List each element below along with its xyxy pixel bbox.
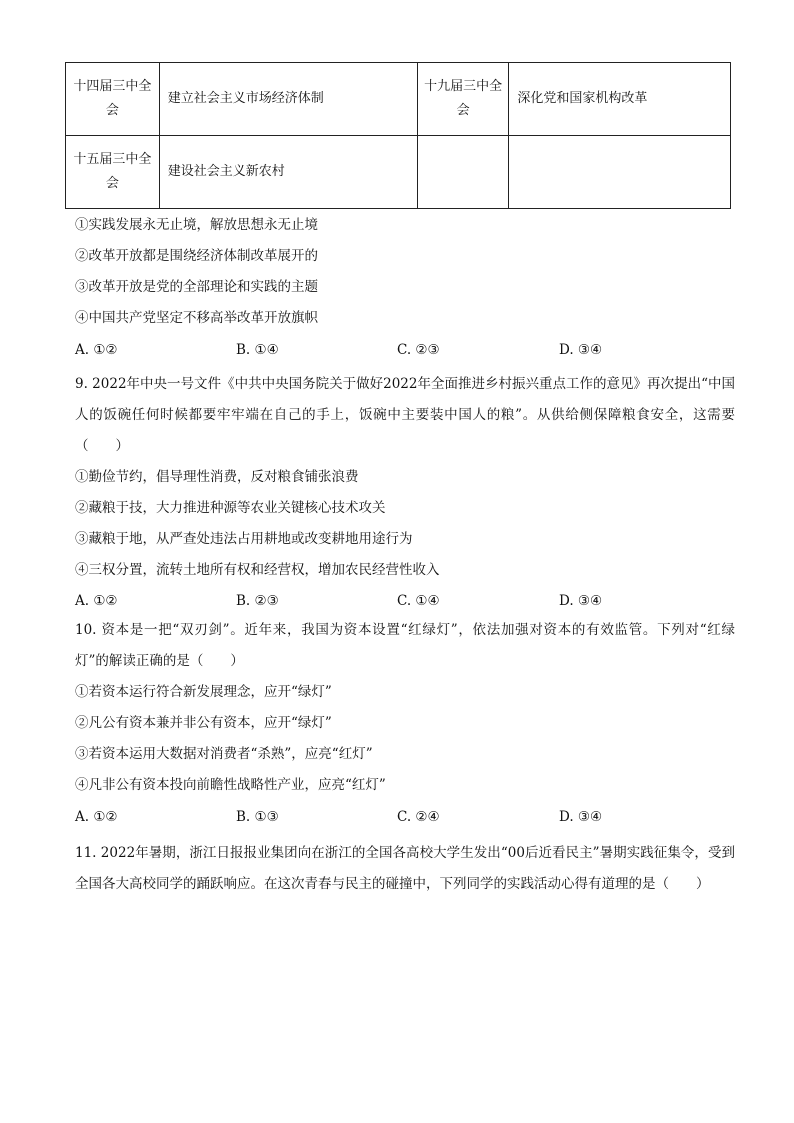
option-d[interactable]: D. ③④ (559, 593, 603, 609)
statement: ②改革开放都是围绕经济体制改革展开的 (75, 248, 318, 264)
question-stem: 11. 2022年暑期，浙江日报报业集团向在浙江的全国各高校大学生发出“00后近看民主”暑期实践征集令，受到全国各大高校同学的踊跃响应。在这次青春与民主的碰撞中，下列同学的实践活动心得有道理的是（ ） (75, 845, 735, 892)
option-a[interactable]: A. ①② (75, 342, 118, 358)
table-row (66, 136, 731, 209)
statement: ②凡公有资本兼并非公有资本，应开“绿灯” (75, 715, 332, 731)
option-d[interactable]: D. ③④ (559, 809, 603, 825)
statement: ①勤俭节约，倡导理性消费，反对粮食铺张浪费 (75, 469, 359, 485)
table-cell-content (509, 136, 731, 209)
statement: ①若资本运行符合新发展理念，应开“绿灯” (75, 684, 332, 700)
option-c[interactable]: C. ①④ (397, 593, 440, 609)
option-c[interactable]: C. ②④ (397, 809, 440, 825)
answer-options (75, 807, 735, 827)
statement: ③若资本运用大数据对消费者“杀熟”，应亮“红灯” (75, 746, 373, 762)
table-cell-session: 十五届三中全会 (66, 136, 160, 209)
option-c[interactable]: C. ②③ (397, 342, 440, 358)
table-cell-content: 建设社会主义新农村 (159, 136, 417, 209)
statement: ①实践发展永无止境，解放思想永无止境 (75, 217, 318, 233)
option-d[interactable]: D. ③④ (559, 342, 603, 358)
answer-options (75, 591, 735, 611)
option-a[interactable]: A. ①② (75, 809, 118, 825)
statement: ④凡非公有资本投向前瞻性战略性产业，应亮“红灯” (75, 777, 386, 793)
statement: ③藏粮于地，从严查处违法占用耕地或改变耕地用途行为 (75, 531, 413, 547)
statement: ②藏粮于技，大力推进种源等农业关键核心技术攻关 (75, 500, 386, 516)
question-stem: 10. 资本是一把“双刃剑”。近年来，我国为资本设置“红绿灯”，依法加强对资本的有效监管。下列对“红绿灯”的解读正确的是（ ） (75, 622, 735, 669)
table-cell-session: 十九届三中全会 (417, 63, 508, 136)
option-a[interactable]: A. ①② (75, 593, 118, 609)
answer-options (75, 340, 735, 360)
table-cell-session: 十四届三中全会 (66, 63, 160, 136)
table-row (66, 63, 731, 136)
table-cell-content: 建立社会主义市场经济体制 (159, 63, 417, 136)
question-stem: 9. 2022年中央一号文件《中共中央国务院关于做好2022年全面推进乡村振兴重点工作的意见》再次提出“中国人的饭碗任何时候都要牢牢端在自己的手上，饭碗中主要装中国人的粮”。从供给侧保障粮食安全，这需要（ ） (75, 376, 735, 454)
table-cell-content: 深化党和国家机构改革 (509, 63, 731, 136)
option-b[interactable]: B. ①④ (236, 342, 279, 358)
reform-sessions-table (65, 62, 731, 209)
table-cell-session (417, 136, 508, 209)
option-b[interactable]: B. ②③ (236, 593, 279, 609)
statement: ④三权分置，流转土地所有权和经营权，增加农民经营性收入 (75, 562, 440, 578)
option-b[interactable]: B. ①③ (236, 809, 279, 825)
statement: ④中国共产党坚定不移高举改革开放旗帜 (75, 310, 318, 326)
statement: ③改革开放是党的全部理论和实践的主题 (75, 279, 318, 295)
